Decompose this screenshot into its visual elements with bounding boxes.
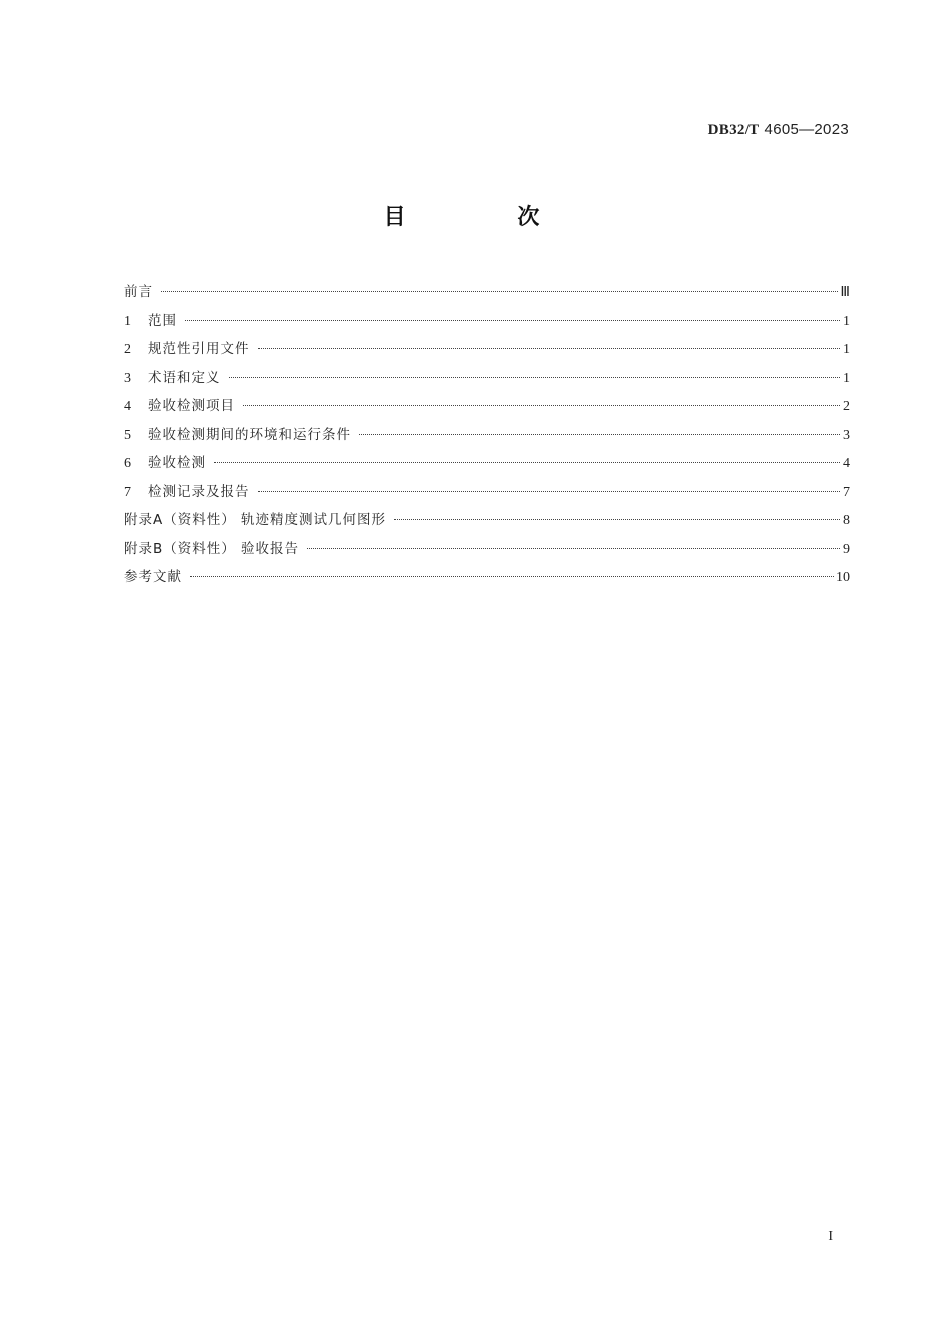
toc-entry-scope[interactable] bbox=[124, 309, 850, 338]
toc-entry-page: 1 bbox=[843, 370, 850, 386]
toc-entry-appendix-a[interactable] bbox=[124, 508, 850, 537]
toc-entry-page: Ⅲ bbox=[840, 285, 850, 300]
table-of-contents bbox=[124, 280, 850, 594]
toc-leader-dots bbox=[359, 434, 840, 435]
toc-entry-acceptance-items[interactable] bbox=[124, 394, 850, 423]
document-code-number: 4605—2023 bbox=[764, 121, 849, 138]
toc-entry-page: 9 bbox=[843, 541, 850, 557]
toc-leader-dots bbox=[190, 576, 834, 577]
toc-leader-dots bbox=[258, 348, 841, 349]
toc-entry-number: 4 bbox=[124, 399, 131, 414]
toc-leader-dots bbox=[229, 377, 841, 378]
toc-entry-label: 前言 bbox=[124, 284, 153, 300]
toc-entry-number: 2 bbox=[124, 342, 131, 357]
page-number: I bbox=[828, 1229, 833, 1244]
toc-entry-foreword[interactable] bbox=[124, 280, 850, 309]
toc-entry-label: 规范性引用文件 bbox=[148, 341, 250, 357]
toc-entry-number: 1 bbox=[124, 313, 131, 329]
document-code bbox=[708, 120, 849, 139]
toc-leader-dots bbox=[258, 491, 841, 492]
toc-entry-page: 1 bbox=[843, 313, 850, 329]
toc-entry-label: 附录B（资料性） 验收报告 bbox=[124, 540, 300, 557]
toc-entry-label: 参考文献 bbox=[124, 569, 182, 585]
toc-leader-dots bbox=[214, 462, 840, 463]
toc-entry-label: 检测记录及报告 bbox=[148, 483, 250, 500]
toc-entry-appendix-b[interactable] bbox=[124, 537, 850, 566]
toc-entry-page: 8 bbox=[843, 513, 850, 528]
toc-entry-number: 7 bbox=[124, 484, 131, 500]
toc-entry-page: 4 bbox=[843, 456, 850, 471]
toc-entry-page: 10 bbox=[836, 570, 850, 585]
toc-entry-page: 7 bbox=[843, 484, 850, 500]
toc-entry-number: 6 bbox=[124, 456, 131, 471]
toc-entry-environment-conditions[interactable] bbox=[124, 423, 850, 452]
toc-leader-dots bbox=[243, 405, 840, 406]
toc-entry-acceptance-testing[interactable] bbox=[124, 451, 850, 480]
toc-entry-label: 验收检测 bbox=[148, 455, 206, 471]
toc-entry-bibliography[interactable] bbox=[124, 565, 850, 594]
toc-leader-dots bbox=[161, 291, 838, 292]
toc-entry-normative-references[interactable] bbox=[124, 337, 850, 366]
toc-entry-label: 术语和定义 bbox=[148, 369, 221, 386]
toc-entry-label: 验收检测期间的环境和运行条件 bbox=[148, 426, 351, 443]
toc-entry-page: 2 bbox=[843, 399, 850, 414]
toc-entry-label: 范围 bbox=[148, 312, 177, 329]
toc-entry-number: 5 bbox=[124, 427, 131, 443]
toc-leader-dots bbox=[307, 548, 840, 549]
toc-entry-label: 验收检测项目 bbox=[148, 398, 235, 414]
toc-entry-terms-definitions[interactable] bbox=[124, 366, 850, 395]
toc-leader-dots bbox=[394, 519, 840, 520]
toc-entry-page: 1 bbox=[843, 342, 850, 357]
toc-entry-label: 附录A（资料性） 轨迹精度测试几何图形 bbox=[124, 512, 387, 528]
toc-entry-number: 3 bbox=[124, 370, 131, 386]
toc-title: 目 次 bbox=[383, 205, 592, 230]
toc-entry-page: 3 bbox=[843, 427, 850, 443]
toc-entry-records-report[interactable] bbox=[124, 480, 850, 509]
document-code-prefix: DB32/T bbox=[707, 122, 760, 138]
toc-leader-dots bbox=[185, 320, 840, 321]
